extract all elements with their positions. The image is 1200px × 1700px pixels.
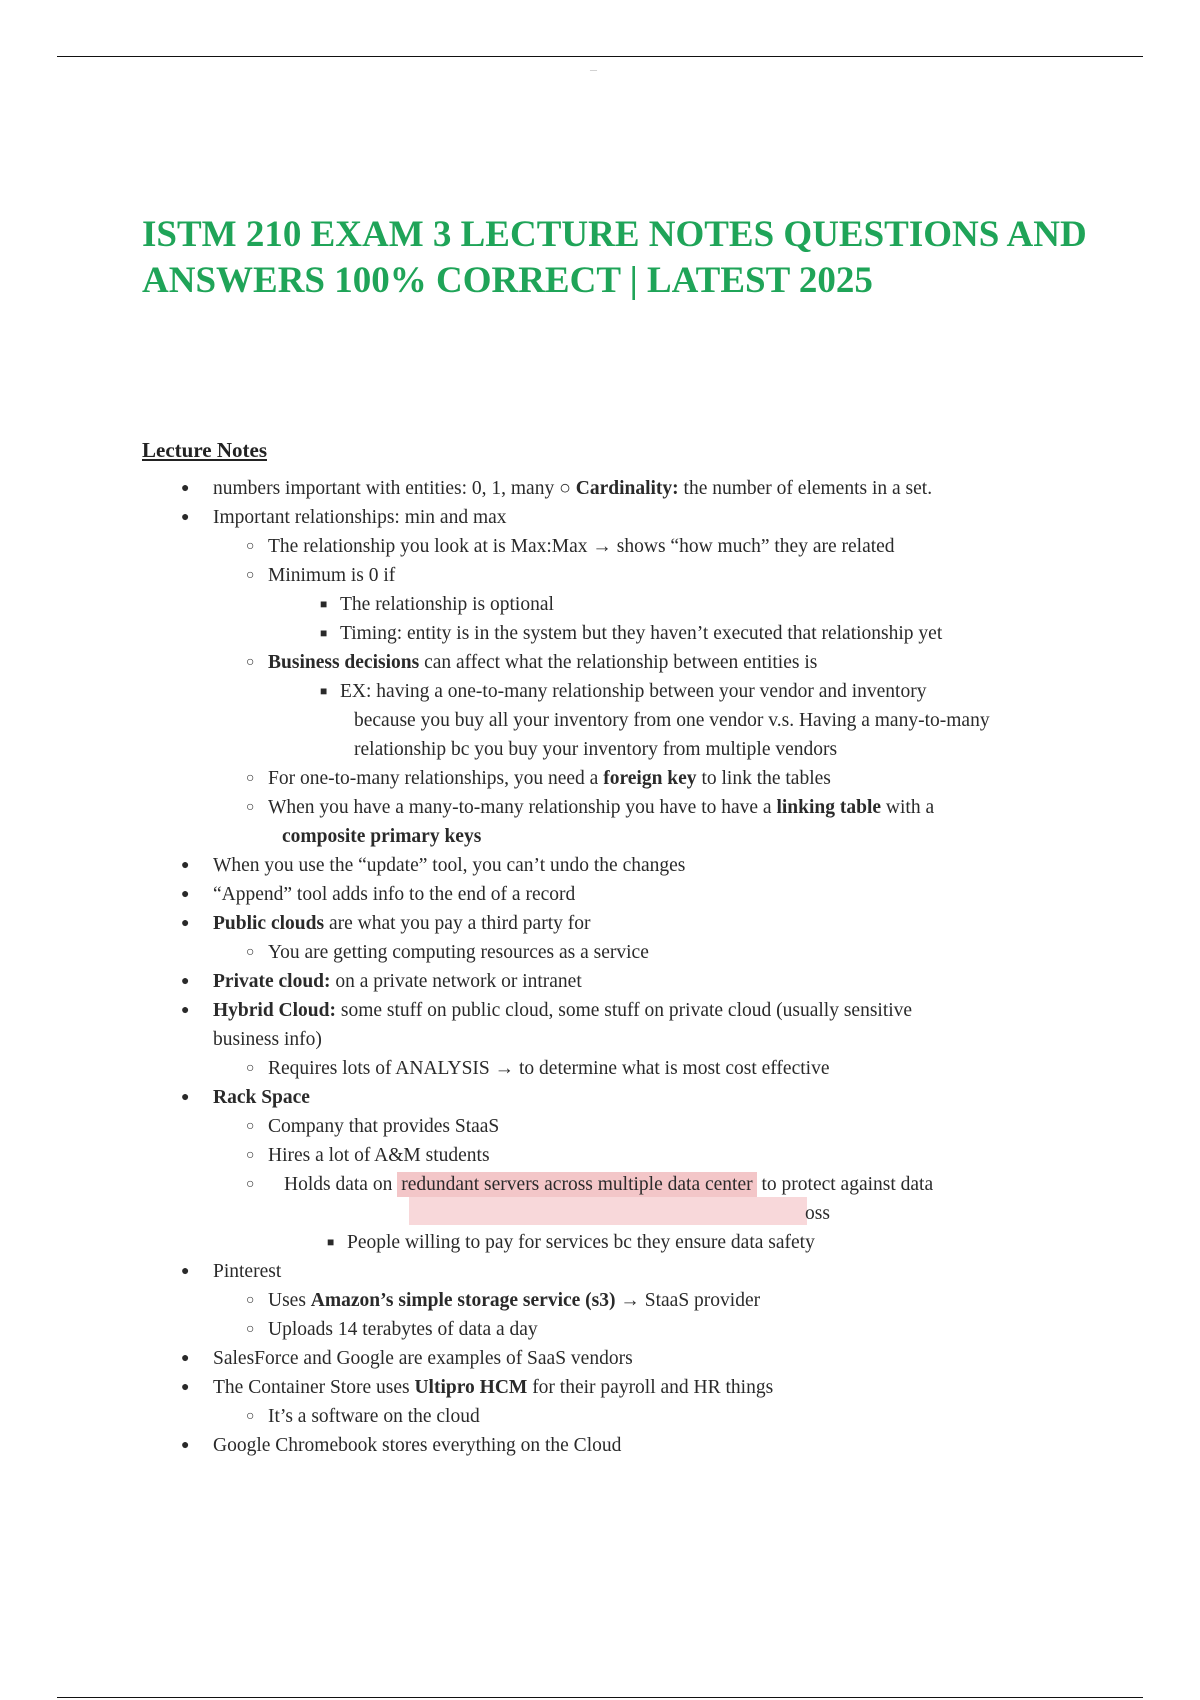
circle-marker: ○ bbox=[246, 1061, 255, 1076]
list-item: ● Pinterest bbox=[0, 1257, 1200, 1286]
list-item: ● Rack Space bbox=[0, 1083, 1200, 1112]
list-item-continuation: oss bbox=[0, 1199, 1200, 1228]
bullet-marker: ● bbox=[181, 1380, 190, 1395]
bullet-marker: ● bbox=[181, 916, 190, 931]
list-item: ○ Uses Amazon’s simple storage service (s3) → StaaS provider bbox=[0, 1286, 1200, 1315]
square-marker: ■ bbox=[320, 597, 328, 611]
list-item: ○ It’s a software on the cloud bbox=[0, 1402, 1200, 1431]
circle-marker: ○ bbox=[246, 1409, 255, 1424]
title-line-2: ANSWERS 100% CORRECT | LATEST 2025 bbox=[142, 260, 873, 301]
circle-marker: ○ bbox=[246, 945, 255, 960]
bullet-marker: ● bbox=[181, 858, 190, 873]
bullet-marker: ● bbox=[181, 1351, 190, 1366]
bullet-marker: ● bbox=[181, 1264, 190, 1279]
circle-marker: ○ bbox=[246, 539, 255, 554]
circle-marker: ○ bbox=[246, 655, 255, 670]
list-item-continuation: composite primary keys bbox=[282, 826, 482, 847]
document-title bbox=[142, 212, 1102, 304]
list-item: ● SalesForce and Google are examples of SaaS vendors bbox=[0, 1344, 1200, 1373]
bullet-marker: ● bbox=[181, 1090, 190, 1105]
bottom-rule bbox=[57, 1697, 1143, 1698]
list-item: ○ Hires a lot of A&M students bbox=[0, 1141, 1200, 1170]
list-item-continuation: because you buy all your inventory from one vendor v.s. Having a many-to-many bbox=[354, 710, 990, 731]
list-item: ○ Requires lots of ANALYSIS → to determine what is most cost effective bbox=[0, 1054, 1200, 1083]
list-item: ● When you use the “update” tool, you can’t undo the changes bbox=[0, 851, 1200, 880]
list-item: ○ The relationship you look at is Max:Max → shows “how much” they are related bbox=[0, 532, 1200, 561]
list-item: ○ Uploads 14 terabytes of data a day bbox=[0, 1315, 1200, 1344]
list-item: ○ When you have a many-to-many relationship you have to have a linking table with a bbox=[0, 793, 1200, 822]
list-item: ● Public clouds are what you pay a third party for bbox=[0, 909, 1200, 938]
title-line-1: ISTM 210 EXAM 3 LECTURE NOTES QUESTIONS AND bbox=[142, 214, 1087, 255]
list-item: ● Hybrid Cloud: some stuff on public cloud, some stuff on private cloud (usually sensitive bbox=[0, 996, 1200, 1025]
square-marker: ■ bbox=[320, 626, 328, 640]
list-item: ○ You are getting computing resources as a service bbox=[0, 938, 1200, 967]
list-item: ● The Container Store uses Ultipro HCM for their payroll and HR things bbox=[0, 1373, 1200, 1402]
list-item: ■ The relationship is optional bbox=[0, 590, 1200, 619]
list-item: ● “Append” tool adds info to the end of a record bbox=[0, 880, 1200, 909]
lecture-notes-list bbox=[0, 474, 1200, 1460]
list-item: ○ Minimum is 0 if bbox=[0, 561, 1200, 590]
circle-marker: ○ bbox=[246, 771, 255, 786]
circle-marker: ○ bbox=[246, 1148, 255, 1163]
header-mark: — bbox=[590, 66, 598, 74]
list-item: ○ For one-to-many relationships, you need a foreign key to link the tables bbox=[0, 764, 1200, 793]
list-item: ■ People willing to pay for services bc they ensure data safety bbox=[0, 1228, 1200, 1257]
circle-marker: ○ bbox=[246, 800, 255, 815]
list-item: ○ Holds data on redundant servers across multiple data center to protect against data bbox=[0, 1170, 1200, 1199]
bullet-marker: ● bbox=[181, 887, 190, 902]
circle-marker: ○ bbox=[246, 1177, 255, 1192]
list-item: ■ EX: having a one-to-many relationship between your vendor and inventory bbox=[0, 677, 1200, 706]
list-item-continuation: relationship bc you buy your inventory from multiple vendors bbox=[354, 739, 838, 760]
highlighted-text: redundant servers across multiple data center bbox=[397, 1172, 756, 1197]
highlight-block bbox=[409, 1197, 807, 1225]
bullet-marker: ● bbox=[181, 1438, 190, 1453]
circle-marker: ○ bbox=[246, 1119, 255, 1134]
circle-marker: ○ bbox=[246, 1322, 255, 1337]
circle-marker: ○ bbox=[246, 568, 255, 583]
list-item: ■ Timing: entity is in the system but they haven’t executed that relationship yet bbox=[0, 619, 1200, 648]
list-item: ● Private cloud: on a private network or intranet bbox=[0, 967, 1200, 996]
bullet-marker: ● bbox=[181, 510, 190, 525]
top-rule bbox=[57, 56, 1143, 57]
list-item: ○ Company that provides StaaS bbox=[0, 1112, 1200, 1141]
bullet-marker: ● bbox=[181, 481, 190, 496]
section-heading: Lecture Notes bbox=[142, 438, 267, 462]
bullet-marker: ● bbox=[181, 974, 190, 989]
square-marker: ■ bbox=[320, 684, 328, 698]
bullet-marker: ● bbox=[181, 1003, 190, 1018]
list-item: ● Google Chromebook stores everything on the Cloud bbox=[0, 1431, 1200, 1460]
list-item: ● Important relationships: min and max bbox=[0, 503, 1200, 532]
list-item: ○ Business decisions can affect what the relationship between entities is bbox=[0, 648, 1200, 677]
list-item: ● numbers important with entities: 0, 1, many ○ Cardinality: the number of elements in a set. bbox=[0, 474, 1200, 503]
square-marker: ■ bbox=[327, 1235, 335, 1249]
list-item-continuation: business info) bbox=[213, 1029, 322, 1050]
circle-marker: ○ bbox=[246, 1293, 255, 1308]
